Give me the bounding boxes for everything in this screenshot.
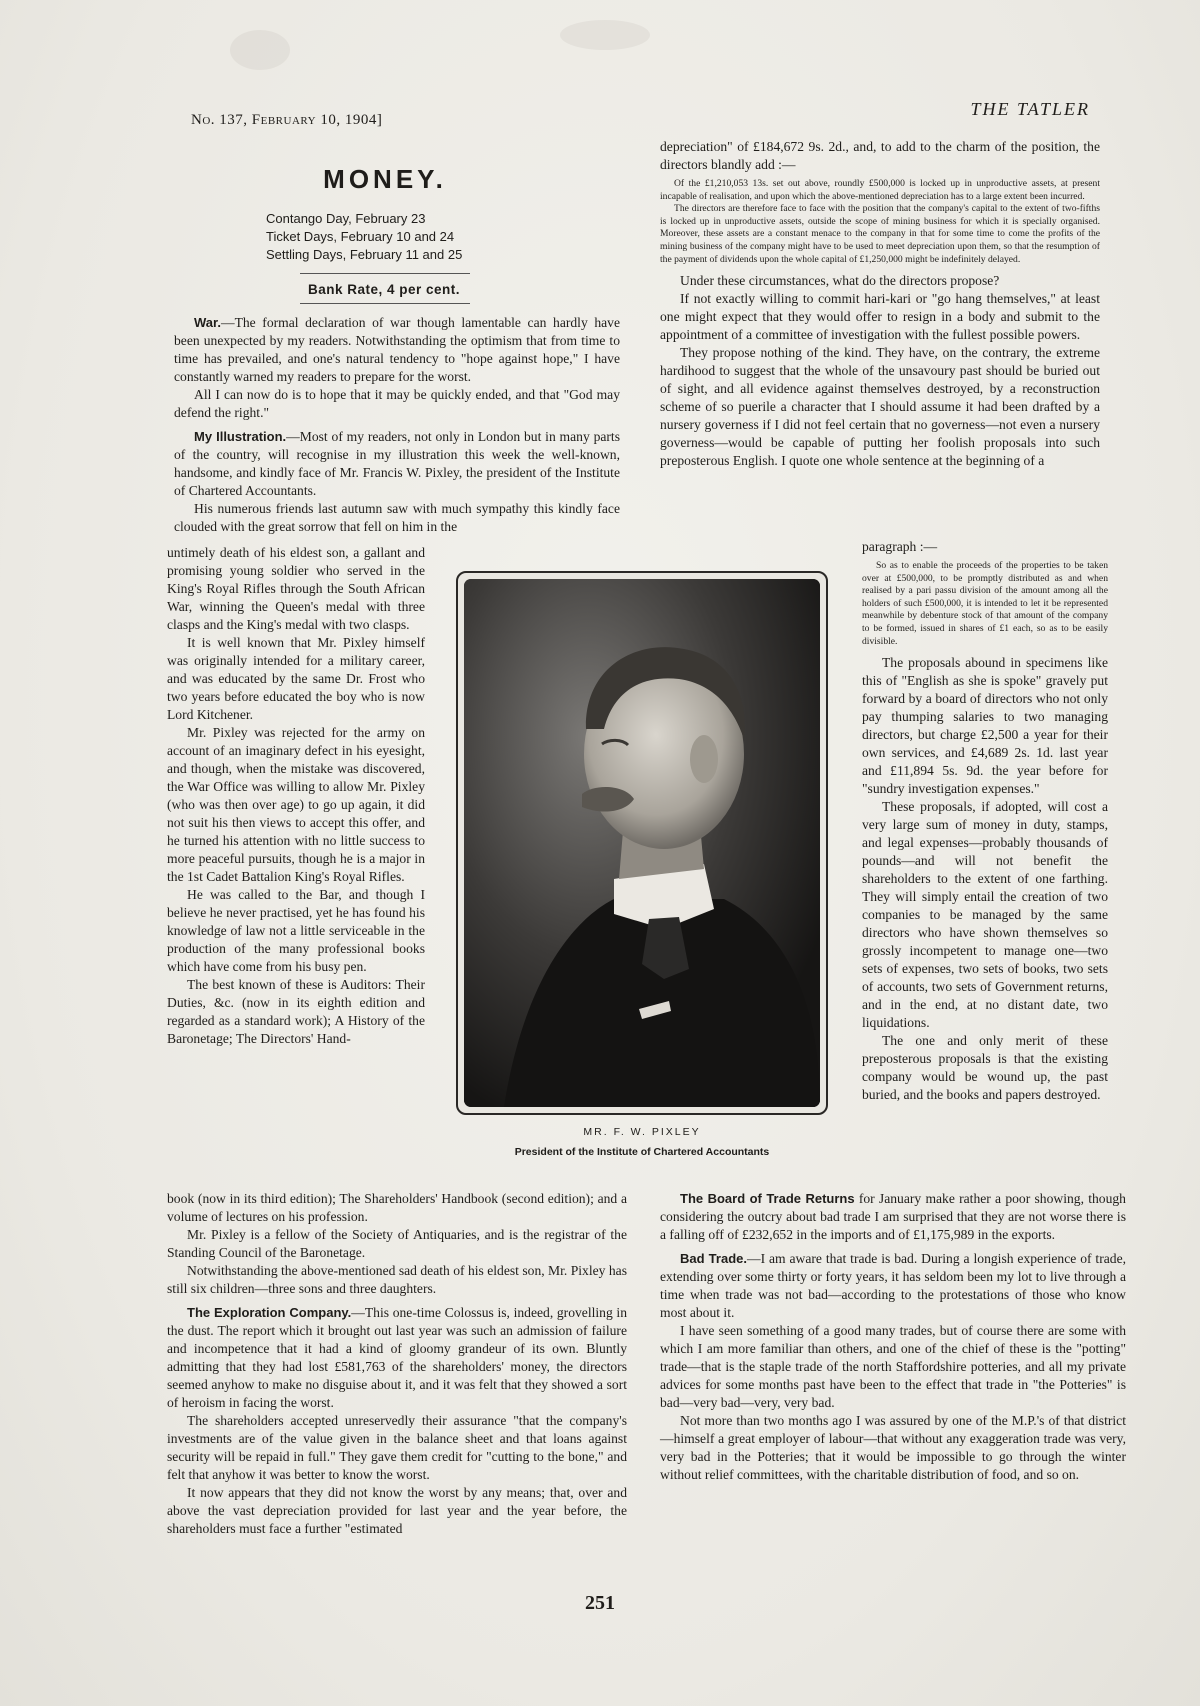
block-quote: [862, 560, 1108, 648]
paragraph-text: The best known of these is Auditors: Their Duties, &c. (now in its eighth edition and regarded as a standard work); A History of the Baronetage; The Directors' Hand-: [167, 977, 425, 1046]
issue-line: No. 137, February 10, 1904]: [191, 112, 383, 128]
paragraph-text: paragraph :—: [862, 539, 938, 554]
paragraph-text: All I can now do is to hope that it may be quickly ended, and that "God may defend the right.": [174, 387, 620, 420]
page-number: 251: [585, 1592, 615, 1614]
paragraph-text: —I am aware that trade is bad. During a longish experience of trade, extending over some thirty or forty years, it has seldom been my lot to live through a time when trade was not bad—according to the protestations of those who know most about it.: [660, 1251, 1126, 1320]
market-dates: [266, 210, 462, 264]
left-column-bottom: [167, 1190, 627, 1538]
paragraph-text: Under these circumstances, what do the directors propose?: [680, 273, 1000, 289]
magazine-name: THE TATLER: [970, 99, 1090, 119]
portrait-photo: [464, 579, 820, 1107]
quote-text: The directors are therefore face to face with the position that the company's capital to the extent of two-fifths is locked up in unproductive assets, outside the scope of mining business for which it is specially organised. Moreover, these assets are a constant menace to the company in that for some time to come the profits of the mining business of the company might have to be used to meet depreciation upon them, so that the resumption of the payment of dividends upon the whole capital of £1,250,000 might be indefinitely delayed.: [660, 203, 1100, 265]
portrait-illustration: [464, 579, 820, 1107]
paragraph-text: The shareholders accepted unreservedly their assurance "that the company's investments are of the value given in the balance sheet and that loans against security will be repaid in full." They gave them credit for "cutting to the bone," and felt that anyhow it was better to know the worst.: [167, 1413, 627, 1482]
portrait-frame: [456, 571, 828, 1115]
paragraph-text: Notwithstanding the above-mentioned sad death of his eldest son, Mr. Pixley has still six children—three sons and three daughters.: [167, 1263, 627, 1296]
run-in-head: Bad Trade.: [680, 1251, 747, 1266]
paragraph-text: for January make rather a poor showing, though considering the outcry about bad trade I am surprised that they are not worse there is a falling off of £232,652 in the imports and of £1,175,989 in the exports.: [660, 1191, 1126, 1242]
left-column-top: [174, 314, 620, 536]
divider: [300, 273, 470, 274]
paragraph-text: Mr. Pixley was rejected for the army on account of an imaginary defect in his eyesight, and though, when the mistake was discovered, the War Office was willing to allow Mr. Pixley (who was then over age) to go up again, it did not suit his then views to accept this offer, and he turned his attention with no little success to more peaceful pursuits, though he is a major in the 1st Cadet Battalion King's Royal Rifles.: [167, 725, 425, 884]
run-in-head: My Illustration.: [194, 429, 287, 444]
article-title: MONEY.: [323, 164, 447, 194]
photo-caption-name: MR. F. W. PIXLEY: [583, 1126, 701, 1138]
paragraph-text: The proposals abound in specimens like this of "English as she is spoke" gravely put forward by a board of directors who not only pay thumping salaries to two managing directors, but charge £2,500 a year for their own services, and £4,689 2s. 1d. last year and £11,894 5s. 9d. the year before for "sundry investigation expenses.": [862, 655, 1108, 797]
bank-rate: Bank Rate, 4 per cent.: [307, 282, 461, 297]
block-quote: [660, 178, 1100, 266]
quote-text: So as to enable the proceeds of the properties to be taken over at £500,000, to be promptly distributed as and when realised by a pari passu division of the amount among all the holders of such £500,000, it is intended to let it be represented meanwhile by debenture stock of that amount of the company to be formed, issued in shares of £1 each, so as to be easily divisible.: [862, 560, 1108, 647]
photo-caption-title: President of the Institute of Chartered Accountants: [514, 1146, 770, 1158]
paper-smudge: [230, 30, 290, 70]
paragraph-text: book (now in its third edition); The Shareholders' Handbook (second edition); and a volume of lectures on his profession.: [167, 1191, 627, 1224]
right-column-narrow: [862, 538, 1108, 1104]
right-column-top: [660, 138, 1100, 470]
paragraph-text: These proposals, if adopted, will cost a very large sum of money in duty, stamps, and legal expenses—probably thousands of pounds—and will not benefit the shareholders to the extent of one farthing. They will simply entail the creation of two companies to be managed by the same directors who have shown themselves so grossly incompetent to manage one—two sets of expenses, two sets of books, two sets of accounts, two sets of Government returns, and in the end, at no distant date, two liquidations.: [862, 799, 1108, 1031]
paragraph-text: Not more than two months ago I was assured by one of the M.P.'s of that district—himself a great employer of labour—that without any exaggeration trade was very, very bad in the Potteries; that it would be impossible to go through the winter without relief committees, with the charitable distribution of food, and so on.: [660, 1413, 1126, 1482]
right-column-bottom: [660, 1190, 1126, 1484]
run-in-head: War.: [194, 315, 221, 330]
run-in-head: The Board of Trade Returns: [680, 1191, 855, 1206]
paragraph-text: If not exactly willing to commit hari-kari or "go hang themselves," at least one might expect that they would offer to resign in a body and submit to the appointment of a committee of investigation with the fullest possible powers.: [660, 291, 1100, 343]
paragraph-text: depreciation" of £184,672 9s. 2d., and, to add to the charm of the position, the directors blandly add :—: [660, 139, 1100, 172]
paragraph-text: He was called to the Bar, and though I believe he never practised, yet he has found his knowledge of law not a little serviceable in the production of the many professional books which have come from his busy pen.: [167, 887, 425, 974]
paragraph-text: His numerous friends last autumn saw with much sympathy this kindly face clouded with the great sorrow that fell on him in the: [174, 501, 620, 534]
date-line: Contango Day, February 23: [266, 211, 426, 226]
paper-smudge: [560, 20, 650, 50]
paragraph-text: It is well known that Mr. Pixley himself was originally intended for a military career, and was educated by the same Dr. Frost who two years before educated the boy who is now Lord Kitchener.: [167, 635, 425, 722]
paragraph-text: —Most of my readers, not only in London but in many parts of the country, will recognise in my illustration this week the well-known, handsome, and kindly face of Mr. Francis W. Pixley, the president of the Institute of Chartered Accountants.: [174, 429, 620, 498]
date-line: Ticket Days, February 10 and 24: [266, 229, 455, 244]
quote-text: Of the £1,210,053 13s. set out above, roundly £500,000 is locked up in unproductive assets, at present incapable of realisation, and upon which the above-mentioned depreciation has to a large extent been incurred.: [660, 178, 1100, 202]
paragraph-text: They propose nothing of the kind. They have, on the contrary, the extreme hardihood to suggest that the whole of the unsavoury past should be buried out of sight, and all evidence against themselves destroyed, by a reconstruction scheme of so puerile a character that I should assume it had been drafted by a nursery governess if I did not feel certain that no governess—not even a nursery governess—would be capable of putting her foolish proposals into such preposterous English. I quote one whole sentence at the beginning of a: [660, 345, 1100, 469]
divider: [300, 303, 470, 304]
paragraph-text: It now appears that they did not know the worst by any means; that, over and above the vast depreciation provided for last year and the year before, the shareholders must face a further "estimated: [167, 1485, 627, 1536]
paragraph-text: I have seen something of a good many trades, but of course there are some with which I am more familiar than others, and one of the chief of these is the "potting" trade—that is the staple trade of the north Staffordshire potteries, and all my private advices for some months past have been to the effect that trade in "the Potteries" is bad—very bad—very, very bad.: [660, 1323, 1126, 1410]
left-column-narrow: [167, 544, 425, 1048]
paragraph-text: Mr. Pixley is a fellow of the Society of Antiquaries, and is the registrar of the Standing Council of the Baronetage.: [167, 1227, 627, 1260]
run-in-head: The Exploration Company.: [187, 1305, 352, 1320]
paragraph-text: —The formal declaration of war though lamentable can hardly have been unexpected by my readers. Notwithstanding the optimism that from time to time has prevailed, and one's natural tendency to "hope against hope," I have constantly warned my readers to prepare for the worst.: [174, 315, 620, 384]
paragraph-text: untimely death of his eldest son, a gallant and promising young soldier who served in the King's Royal Rifles through the South African War, winning the Queen's medal with three clasps and the King's medal with two clasps.: [167, 545, 425, 632]
paragraph-text: The one and only merit of these preposterous proposals is that the existing company would be wound up, the past buried, and the books and papers destroyed.: [862, 1033, 1108, 1103]
paragraph-text: —This one-time Colossus is, indeed, grovelling in the dust. The report which it brought out last year was such an admission of failure and incompetence that it had a kind of gloomy grandeur of its own. Bluntly admitting that they had lost £581,763 of the shareholders' money, the directors seemed anyhow to make no disguise about it, and it was felt that they showed a sort of heroism in facing the worst.: [167, 1305, 628, 1410]
date-line: Settling Days, February 11 and 25: [266, 247, 463, 262]
